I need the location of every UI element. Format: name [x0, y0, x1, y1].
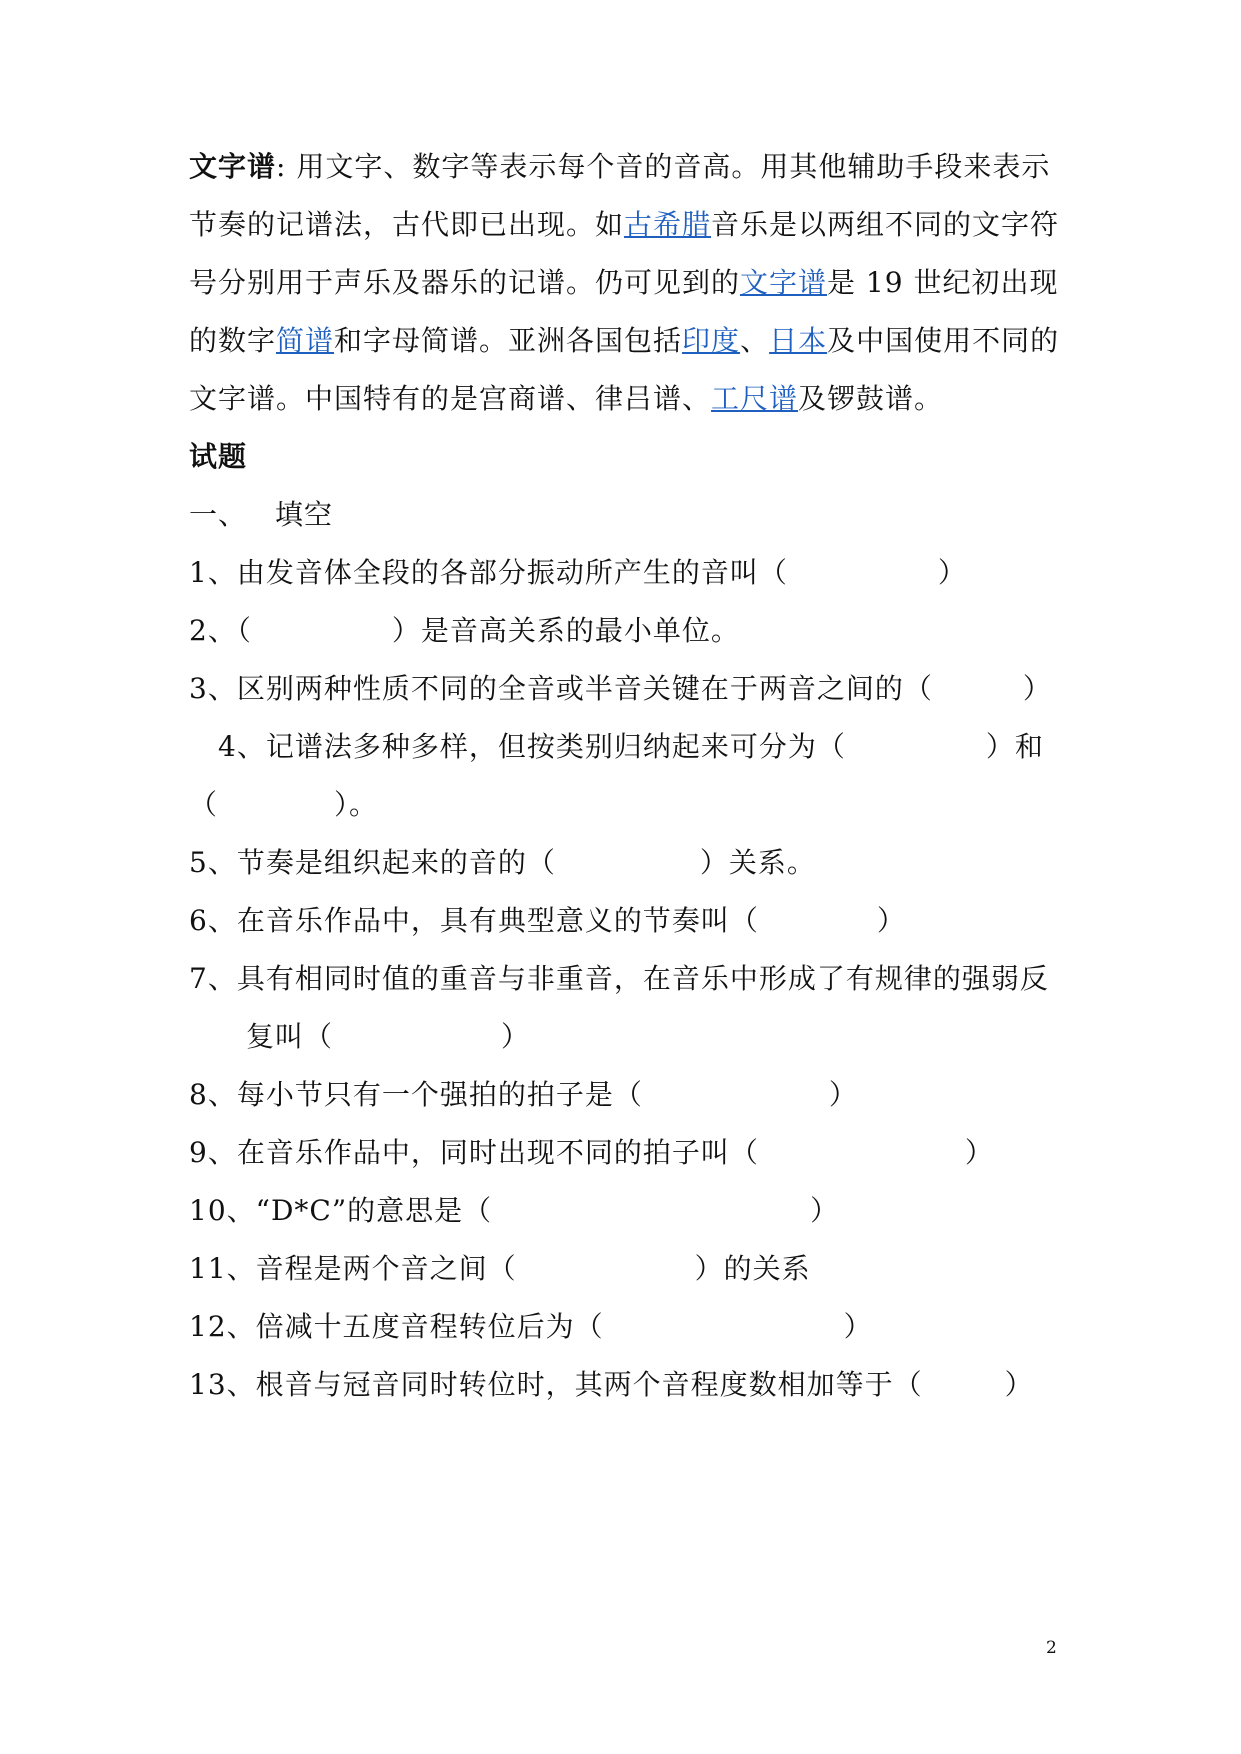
part-number: 一、	[189, 498, 248, 531]
question-text: ）。	[334, 788, 379, 821]
intro-line-2	[189, 205, 1059, 245]
question-4	[218, 727, 1044, 767]
question-8	[189, 1075, 858, 1115]
question-text: 9、在音乐作品中，同时出现不同的拍子叫（	[189, 1136, 759, 1169]
question-4-continued	[189, 785, 378, 825]
question-text: ）	[828, 1078, 858, 1111]
question-text: 5、节奏是组织起来的音的（	[189, 846, 556, 879]
intro-line-4	[189, 321, 1059, 361]
question-text: （	[189, 788, 219, 821]
question-10	[189, 1191, 839, 1231]
intro-text: 文字谱。中国特有的是宫商谱、律吕谱、	[189, 382, 712, 415]
intro-line-1	[189, 147, 1050, 187]
question-text: 8、每小节只有一个强拍的拍子是（	[189, 1078, 643, 1111]
term-wenzipu: 文字谱	[189, 150, 277, 183]
question-13	[189, 1365, 1034, 1405]
intro-text: 节奏的记谱法，古代即已出现。如	[189, 208, 625, 241]
question-text: 2、（	[189, 614, 252, 647]
question-11	[189, 1249, 811, 1289]
page-number: 2	[1046, 1638, 1057, 1658]
question-text: 复叫（	[246, 1020, 334, 1053]
question-text: 13、根音与冠音同时转位时，其两个音程度数相加等于（	[189, 1368, 923, 1401]
question-7	[189, 959, 1049, 999]
question-text: ）	[876, 904, 906, 937]
intro-text: 音乐是以两组不同的文字符	[711, 208, 1060, 241]
part-one-heading	[189, 495, 333, 535]
intro-text: 及锣鼓谱。	[798, 382, 944, 415]
question-text: 12、倍减十五度音程转位后为（	[189, 1310, 604, 1343]
question-text: ）	[843, 1310, 873, 1343]
question-text: ）	[964, 1136, 994, 1169]
question-text: ）关系。	[699, 846, 816, 879]
intro-line-3	[189, 263, 1058, 303]
link-gongchepu[interactable]: 工尺谱	[711, 382, 799, 415]
question-3	[189, 669, 1052, 709]
intro-text: 的数字	[189, 324, 277, 357]
intro-text: 是 19 世纪初出现	[827, 266, 1059, 299]
intro-text: 、	[740, 324, 770, 357]
part-title: 填空	[275, 498, 334, 531]
question-text: ）和	[985, 730, 1044, 763]
question-text: ）	[937, 556, 967, 589]
question-2	[189, 611, 740, 651]
question-text: 10、“D*C”的意思是（	[189, 1194, 493, 1227]
question-text: ）是音高关系的最小单位。	[391, 614, 740, 647]
section-title: 试题	[189, 440, 248, 473]
link-india[interactable]: 印度	[682, 324, 741, 357]
link-japan[interactable]: 日本	[769, 324, 828, 357]
link-ancient-greece[interactable]: 古希腊	[624, 208, 712, 241]
link-jianpu[interactable]: 简谱	[276, 324, 335, 357]
question-text: ）	[1022, 672, 1052, 705]
link-wenzipu[interactable]: 文字谱	[740, 266, 828, 299]
question-text: 4、记谱法多种多样，但按类别归纳起来可分为（	[218, 730, 846, 763]
question-text: 1、由发音体全段的各部分振动所产生的音叫（	[189, 556, 788, 589]
intro-text: 号分别用于声乐及器乐的记谱。仍可见到的	[189, 266, 741, 299]
intro-text: 及中国使用不同的	[827, 324, 1060, 357]
question-text: ）	[810, 1194, 840, 1227]
question-12	[189, 1307, 873, 1347]
question-text: ）	[501, 1020, 531, 1053]
intro-text: : 用文字、数字等表示每个音的音高。用其他辅助手段来表示	[276, 150, 1051, 183]
question-6	[189, 901, 906, 941]
intro-line-5	[189, 379, 943, 419]
question-text: ）的关系	[694, 1252, 811, 1285]
question-1	[189, 553, 967, 593]
question-5	[189, 843, 816, 883]
question-7-continued	[246, 1017, 530, 1057]
question-text: 6、在音乐作品中，具有典型意义的节奏叫（	[189, 904, 759, 937]
question-text: ）	[1004, 1368, 1034, 1401]
question-text: 3、区别两种性质不同的全音或半音关键在于两音之间的（	[189, 672, 933, 705]
intro-text: 和字母简谱。亚洲各国包括	[334, 324, 683, 357]
question-text: 11、音程是两个音之间（	[189, 1252, 517, 1285]
question-9	[189, 1133, 994, 1173]
question-text: 7、具有相同时值的重音与非重音，在音乐中形成了有规律的强弱反	[189, 962, 1049, 995]
